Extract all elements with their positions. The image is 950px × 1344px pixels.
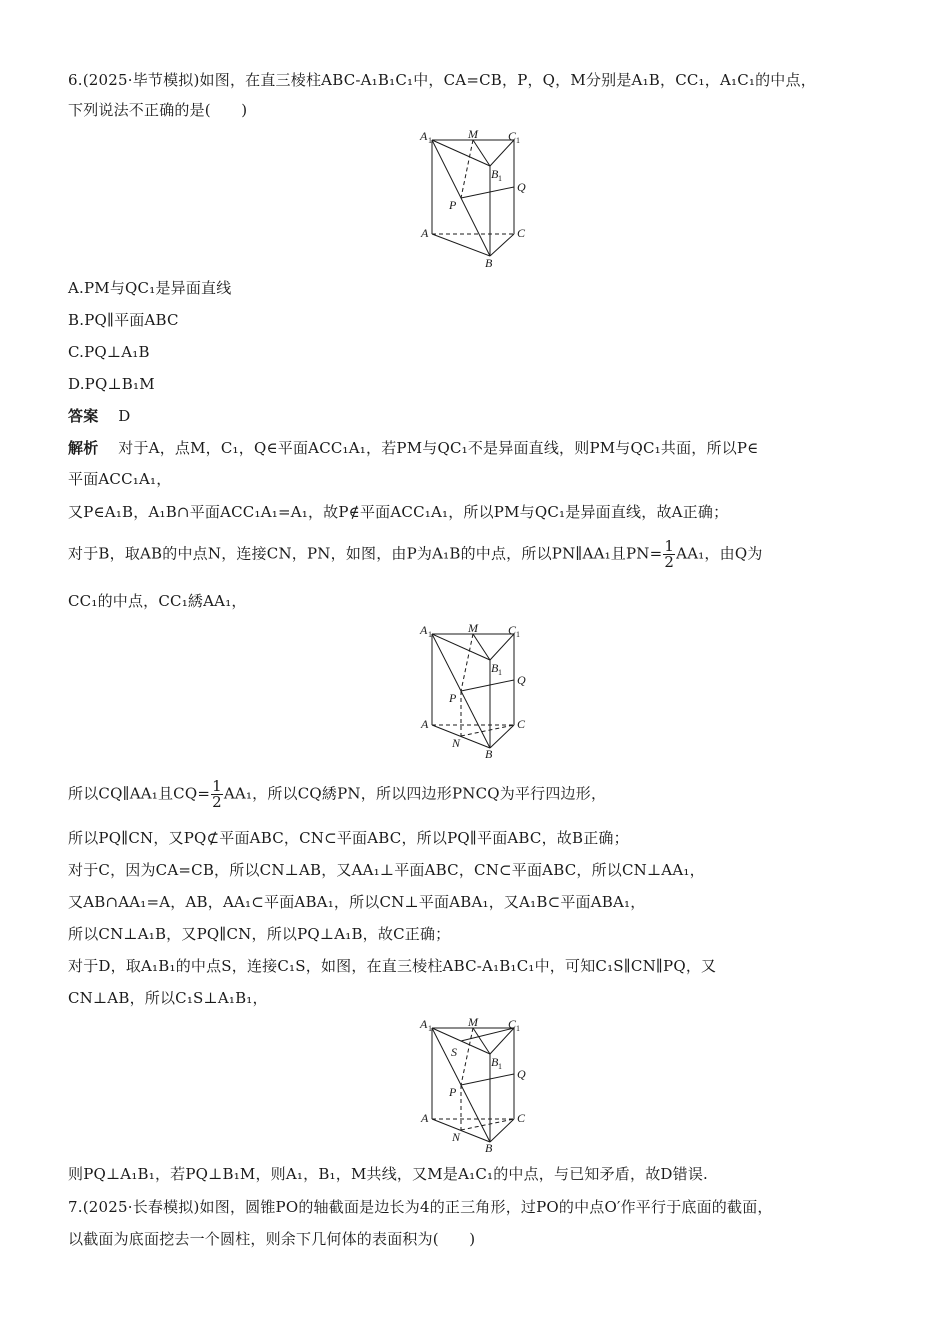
label-s: S [451, 1045, 457, 1059]
analysis-text-1: 对于A，点M，C₁，Q∈平面ACC₁A₁，若PM与QC₁不是异面直线，则PM与QC₁共面，所以P∈ [118, 439, 759, 457]
label-a1: A [420, 1017, 428, 1031]
q6-stem-line2: 下列说法不正确的是( ) [68, 101, 248, 119]
q6-b-line3 [68, 779, 890, 810]
prism-figure-2 [418, 622, 536, 764]
label-a: A [421, 1111, 429, 1125]
label-p: P [449, 691, 457, 705]
label-q: Q [517, 1067, 526, 1081]
q6-b-line2: CC₁的中点，CC₁綉AA₁， [68, 592, 247, 610]
q6-c-line2: 又AB∩AA₁=A，AB，AA₁⊂平面ABA₁，所以CN⊥平面ABA₁，又A₁B⊂平面ABA₁， [68, 893, 646, 911]
b-line1-pre: 对于B，取AB的中点N，连接CN，PN，如图，由P为A₁B的中点，所以PN∥AA₁且PN= [68, 544, 663, 563]
q6-b-line1 [68, 539, 890, 570]
b-line1-post: AA₁，由Q为 [676, 544, 763, 563]
label-q: Q [517, 180, 526, 194]
prism-figure-1 [418, 128, 536, 270]
frac-num: 1 [212, 777, 222, 795]
label-b1-sub: 1 [498, 174, 502, 183]
label-c: C [517, 226, 526, 240]
label-b: B [485, 256, 493, 270]
label-a1: A [420, 129, 428, 143]
label-b1-sub: 1 [498, 1062, 502, 1071]
label-c1: C [508, 1017, 517, 1031]
q7-stem-line2: 以截面为底面挖去一个圆柱，则余下几何体的表面积为( ) [68, 1230, 476, 1248]
label-m: M [468, 1016, 478, 1029]
label-n: N [452, 1130, 461, 1144]
frac-den: 2 [212, 793, 222, 811]
label-c1-sub: 1 [516, 136, 520, 145]
q6-d-line1: 对于D，取A₁B₁的中点S，连接C₁S，如图，在直三棱柱ABC-A₁B₁C₁中，可知C₁S∥CN∥PQ，又 [68, 957, 717, 975]
fraction-half-2 [211, 779, 223, 810]
label-b: B [485, 747, 493, 761]
label-a1-sub: 1 [428, 1024, 432, 1033]
q6-option-b: B.PQ∥平面ABC [68, 311, 179, 329]
label-b1: B [491, 167, 499, 181]
q6-c-line3: 所以CN⊥A₁B，又PQ∥CN，所以PQ⊥A₁B，故C正确； [68, 925, 451, 943]
q6-option-d: D.PQ⊥B₁M [68, 375, 155, 393]
q6-c-line1: 对于C，因为CA=CB，所以CN⊥AB，又AA₁⊥平面ABC，CN⊂平面ABC，所以CN⊥AA₁， [68, 861, 705, 879]
label-n: N [452, 736, 461, 750]
label-m: M [468, 128, 478, 141]
label-a: A [421, 226, 429, 240]
label-q: Q [517, 673, 526, 687]
q6-d-line3: 则PQ⊥A₁B₁，若PQ⊥B₁M，则A₁，B₁，M共线，又M是A₁C₁的中点，与已知矛盾，故D错误. [68, 1165, 709, 1183]
analysis-label: 解析 [68, 439, 99, 457]
prism-figure-3 [418, 1016, 536, 1158]
q6-analysis-line2: 平面ACC₁A₁， [68, 470, 172, 488]
label-b1: B [491, 1055, 499, 1069]
frac-den: 2 [664, 553, 675, 571]
label-c1: C [508, 623, 517, 637]
label-c1: C [508, 129, 517, 143]
q6-analysis-line1 [68, 438, 890, 458]
q7-stem-line1: 7.(2025·长春模拟)如图，圆锥PO的轴截面是边长为4的正三角形，过PO的中点O′作平行于底面的截面， [68, 1198, 773, 1216]
q6-d-line2: CN⊥AB，所以C₁S⊥A₁B₁， [68, 989, 268, 1007]
q6-option-a: A.PM与QC₁是异面直线 [68, 279, 232, 297]
q6-b-line4: 所以PQ∥CN，又PQ⊄平面ABC，CN⊂平面ABC，所以PQ∥平面ABC，故B正确； [68, 829, 629, 847]
label-b: B [485, 1141, 493, 1155]
label-a: A [421, 717, 429, 731]
label-p: P [449, 198, 457, 212]
label-c: C [517, 1111, 526, 1125]
label-a1-sub: 1 [428, 630, 432, 639]
label-b1-sub: 1 [498, 668, 502, 677]
label-a1: A [420, 623, 428, 637]
b-line3-pre: 所以CQ∥AA₁且CQ= [68, 784, 211, 803]
label-b1: B [491, 661, 499, 675]
q6-option-c: C.PQ⊥A₁B [68, 343, 150, 361]
fraction-half-1 [663, 539, 675, 570]
b-line3-post: AA₁，所以CQ綉PN，所以四边形PNCQ为平行四边形， [223, 784, 607, 803]
label-a1-sub: 1 [428, 136, 432, 145]
label-c1-sub: 1 [516, 1024, 520, 1033]
label-c1-sub: 1 [516, 630, 520, 639]
q6-stem-line1: 6.(2025·毕节模拟)如图，在直三棱柱ABC-A₁B₁C₁中，CA=CB，P，Q，M分别是A₁B，CC₁，A₁C₁的中点， [68, 71, 816, 89]
label-m: M [468, 622, 478, 635]
answer-value: D [118, 407, 131, 425]
answer-label: 答案 [68, 407, 99, 425]
q6-answer [68, 406, 890, 426]
frac-num: 1 [664, 537, 675, 555]
label-p: P [449, 1085, 457, 1099]
label-c: C [517, 717, 526, 731]
q6-analysis-line3: 又P∈A₁B，A₁B∩平面ACC₁A₁=A₁，故P∉平面ACC₁A₁，所以PM与QC₁是异面直线，故A正确； [68, 503, 729, 521]
